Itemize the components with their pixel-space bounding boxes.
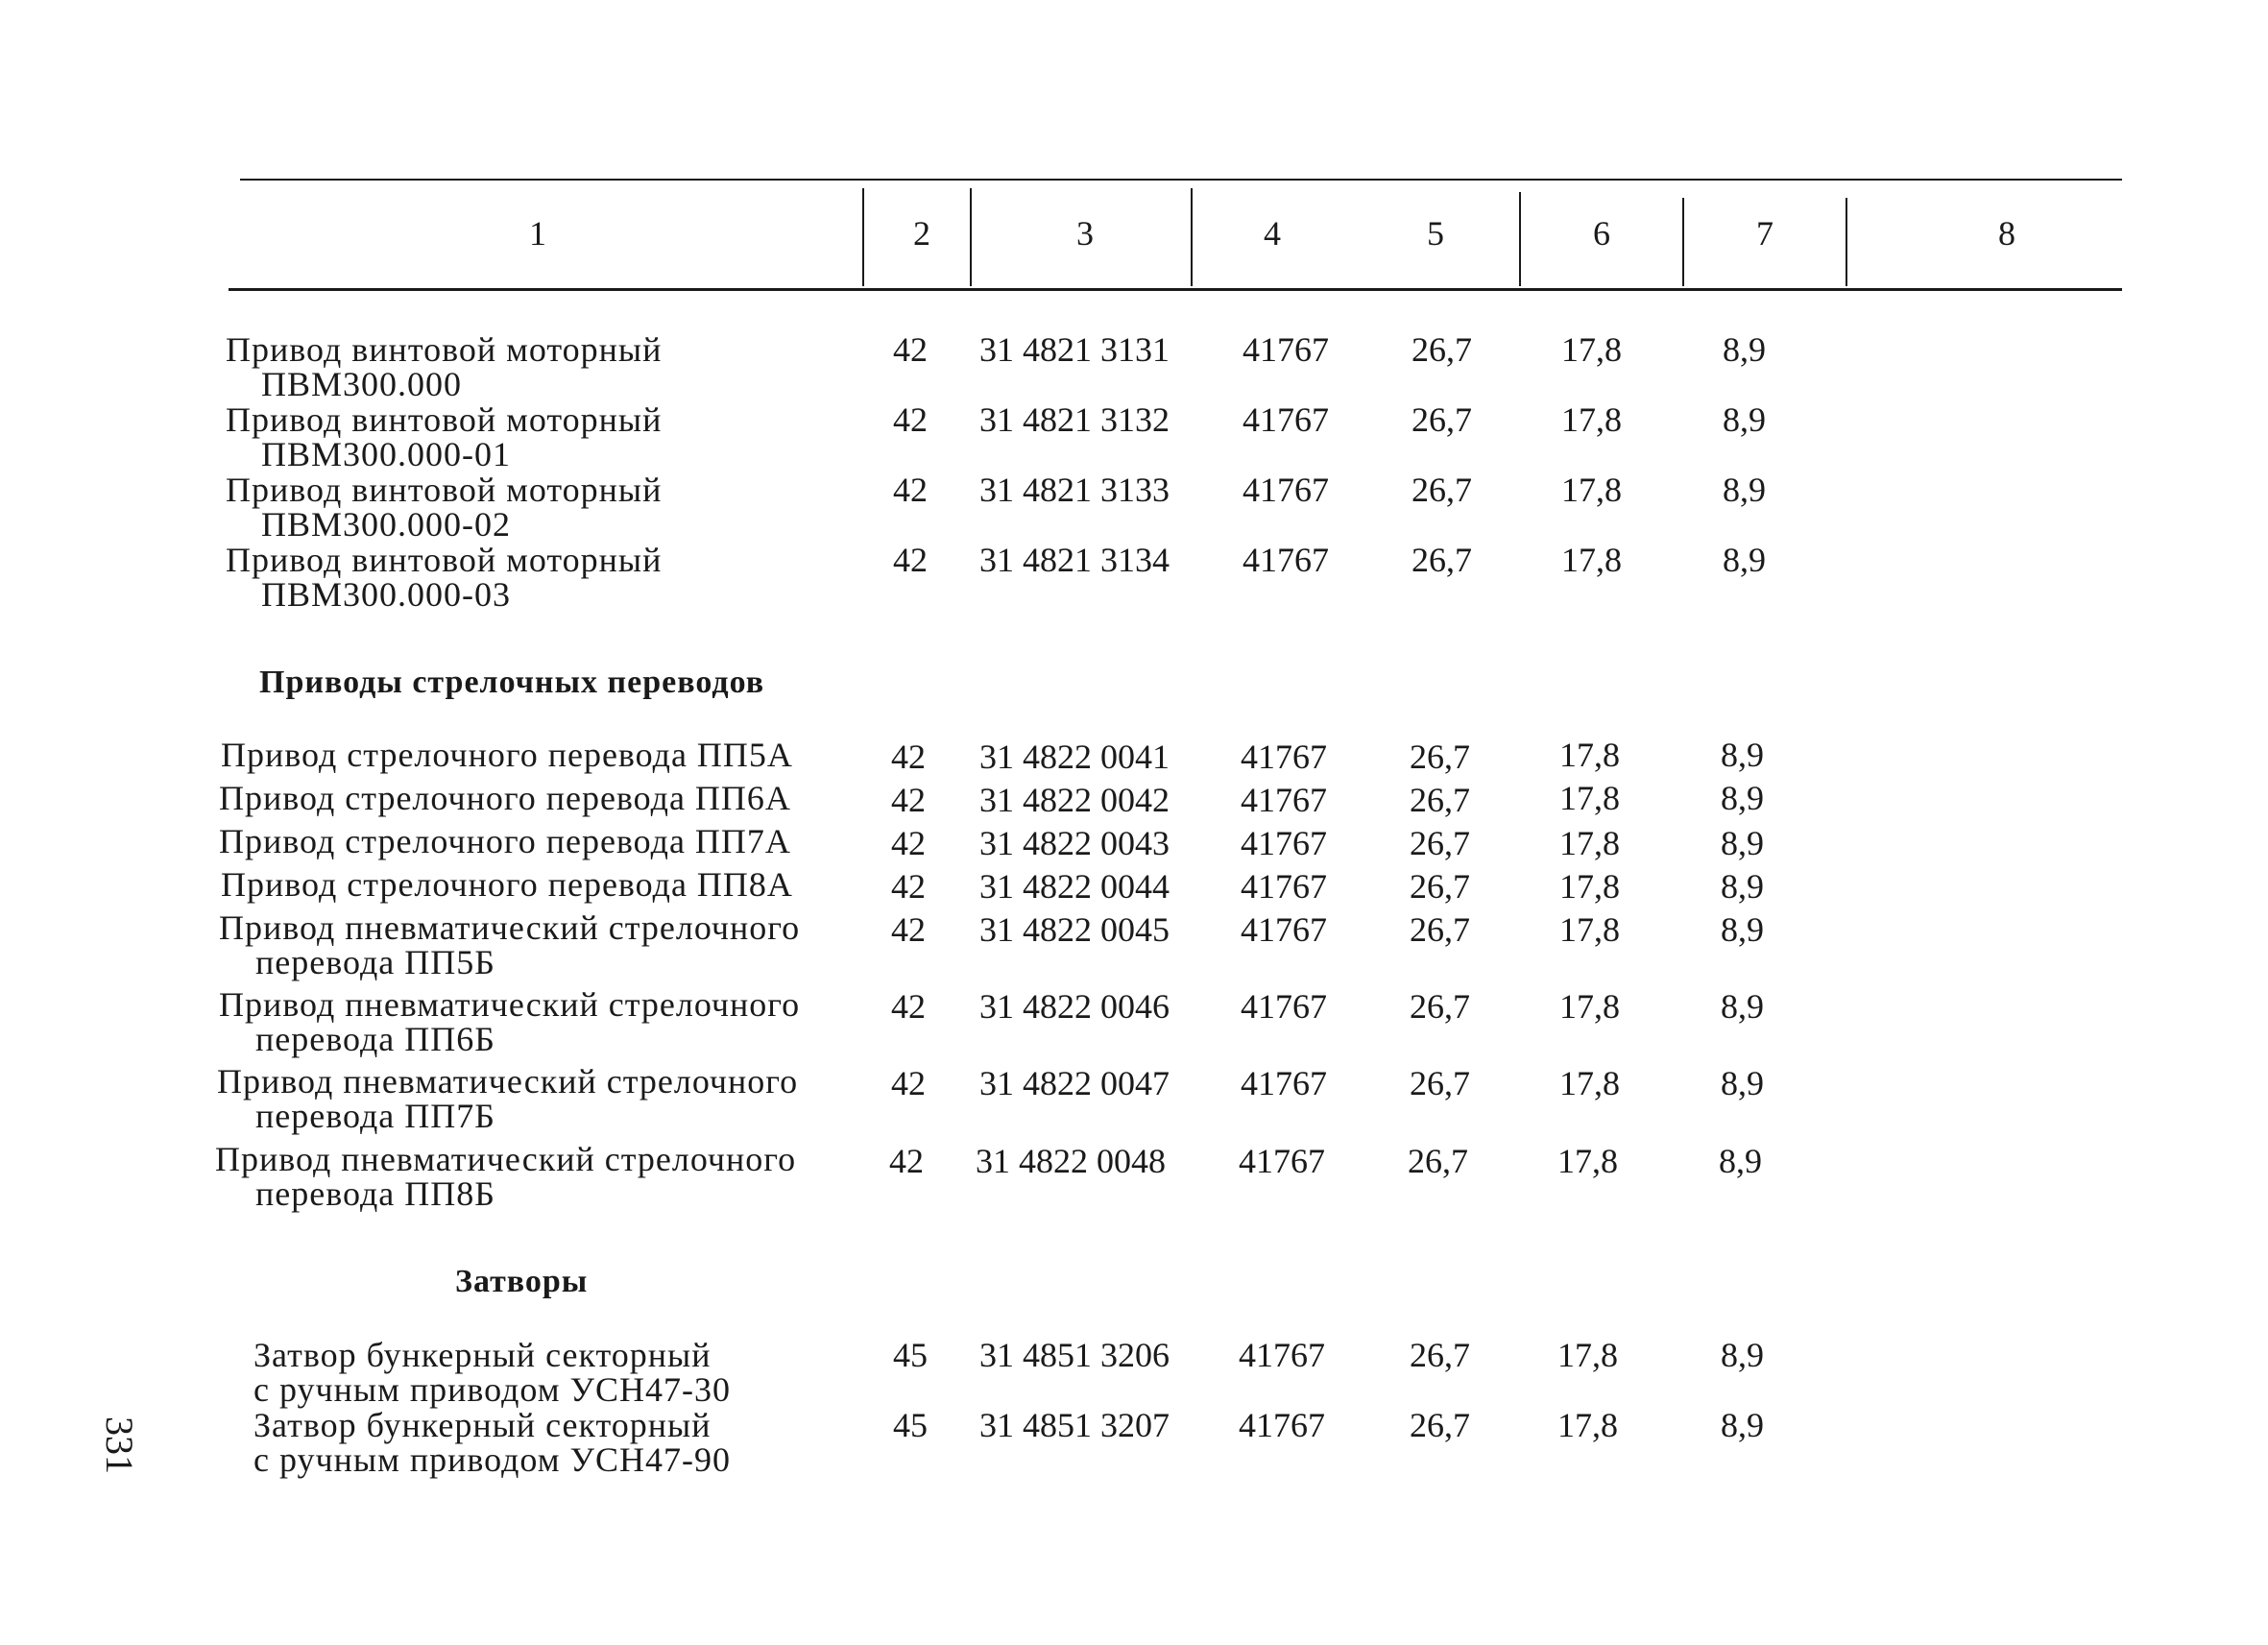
row-name: Привод стрелочного перевода ПП7А bbox=[219, 822, 791, 860]
row-name: Привод винтовой моторный bbox=[226, 471, 663, 509]
cell-col-5: 26,7 bbox=[1410, 781, 1470, 819]
cell-col-6: 17,8 bbox=[1559, 867, 1620, 906]
row-name-line2: ПВМ300.000-01 bbox=[261, 435, 512, 473]
cell-col-2: 42 bbox=[889, 1142, 924, 1180]
header-separator bbox=[1191, 188, 1193, 286]
cell-col-4: 41767 bbox=[1241, 738, 1327, 776]
cell-col-3: 31 4851 3207 bbox=[979, 1406, 1170, 1444]
cell-col-5: 26,7 bbox=[1410, 1406, 1470, 1444]
row-name-line2: перевода ПП5Б bbox=[255, 943, 495, 981]
row-name-line2: с ручным приводом УСН47-30 bbox=[253, 1370, 731, 1409]
cell-col-3: 31 4821 3134 bbox=[979, 541, 1170, 579]
header-col-3: 3 bbox=[1076, 214, 1094, 253]
cell-col-7: 8,9 bbox=[1723, 541, 1766, 579]
page-number: 331 bbox=[98, 1416, 141, 1474]
cell-col-7: 8,9 bbox=[1723, 471, 1766, 509]
cell-col-3: 31 4851 3206 bbox=[979, 1336, 1170, 1374]
cell-col-7: 8,9 bbox=[1721, 867, 1764, 906]
cell-col-2: 42 bbox=[893, 400, 928, 439]
row-name: Привод стрелочного перевода ПП6А bbox=[219, 779, 791, 817]
header-separator bbox=[1519, 192, 1521, 286]
cell-col-4: 41767 bbox=[1243, 541, 1329, 579]
cell-col-6: 17,8 bbox=[1557, 1406, 1618, 1444]
row-name-line2: ПВМ300.000-03 bbox=[261, 575, 512, 614]
cell-col-6: 17,8 bbox=[1561, 330, 1622, 369]
header-separator bbox=[1846, 198, 1847, 286]
cell-col-2: 42 bbox=[891, 824, 926, 862]
row-name: Затвор бункерный секторный bbox=[253, 1406, 712, 1444]
cell-col-7: 8,9 bbox=[1721, 824, 1764, 862]
cell-col-5: 26,7 bbox=[1410, 738, 1470, 776]
cell-col-6: 17,8 bbox=[1559, 779, 1620, 817]
cell-col-7: 8,9 bbox=[1721, 736, 1764, 774]
cell-col-5: 26,7 bbox=[1410, 987, 1470, 1026]
cell-col-4: 41767 bbox=[1241, 987, 1327, 1026]
cell-col-5: 26,7 bbox=[1410, 1064, 1470, 1102]
row-name: Привод пневматический стрелочного bbox=[215, 1140, 797, 1178]
cell-col-7: 8,9 bbox=[1721, 910, 1764, 949]
row-name: Привод пневматический стрелочного bbox=[217, 1062, 799, 1101]
row-name-line2: ПВМ300.000 bbox=[261, 365, 463, 403]
cell-col-3: 31 4822 0047 bbox=[979, 1064, 1170, 1102]
cell-col-2: 42 bbox=[891, 781, 926, 819]
cell-col-7: 8,9 bbox=[1723, 330, 1766, 369]
cell-col-6: 17,8 bbox=[1559, 824, 1620, 862]
cell-col-4: 41767 bbox=[1241, 781, 1327, 819]
section-title: Затворы bbox=[455, 1264, 589, 1299]
header-col-5: 5 bbox=[1427, 214, 1444, 253]
cell-col-6: 17,8 bbox=[1559, 1064, 1620, 1102]
cell-col-4: 41767 bbox=[1243, 330, 1329, 369]
row-name: Затвор бункерный секторный bbox=[253, 1336, 712, 1374]
cell-col-4: 41767 bbox=[1239, 1142, 1325, 1180]
cell-col-2: 45 bbox=[893, 1336, 928, 1374]
cell-col-7: 8,9 bbox=[1721, 1336, 1764, 1374]
cell-col-3: 31 4821 3131 bbox=[979, 330, 1170, 369]
cell-col-3: 31 4821 3132 bbox=[979, 400, 1170, 439]
cell-col-3: 31 4822 0045 bbox=[979, 910, 1170, 949]
cell-col-7: 8,9 bbox=[1719, 1142, 1762, 1180]
cell-col-3: 31 4822 0048 bbox=[976, 1142, 1166, 1180]
row-name: Привод стрелочного перевода ПП8А bbox=[221, 865, 793, 904]
cell-col-3: 31 4821 3133 bbox=[979, 471, 1170, 509]
cell-col-2: 42 bbox=[891, 1064, 926, 1102]
cell-col-2: 42 bbox=[891, 987, 926, 1026]
cell-col-2: 42 bbox=[893, 541, 928, 579]
header-col-6: 6 bbox=[1593, 214, 1610, 253]
cell-col-7: 8,9 bbox=[1721, 1406, 1764, 1444]
cell-col-2: 42 bbox=[891, 910, 926, 949]
cell-col-2: 42 bbox=[893, 330, 928, 369]
header-separator bbox=[862, 188, 864, 286]
cell-col-5: 26,7 bbox=[1411, 330, 1472, 369]
cell-col-6: 17,8 bbox=[1561, 400, 1622, 439]
cell-col-6: 17,8 bbox=[1559, 987, 1620, 1026]
header-col-2: 2 bbox=[913, 214, 930, 253]
cell-col-5: 26,7 bbox=[1408, 1142, 1468, 1180]
cell-col-2: 42 bbox=[891, 738, 926, 776]
cell-col-3: 31 4822 0044 bbox=[979, 867, 1170, 906]
row-name-line2: с ручным приводом УСН47-90 bbox=[253, 1440, 731, 1479]
row-name-line2: ПВМ300.000-02 bbox=[261, 505, 512, 544]
cell-col-6: 17,8 bbox=[1557, 1336, 1618, 1374]
cell-col-2: 45 bbox=[893, 1406, 928, 1444]
cell-col-3: 31 4822 0042 bbox=[979, 781, 1170, 819]
cell-col-5: 26,7 bbox=[1411, 541, 1472, 579]
row-name-line2: перевода ПП6Б bbox=[255, 1020, 495, 1058]
cell-col-4: 41767 bbox=[1243, 400, 1329, 439]
cell-col-4: 41767 bbox=[1241, 1064, 1327, 1102]
cell-col-5: 26,7 bbox=[1410, 910, 1470, 949]
cell-col-6: 17,8 bbox=[1559, 910, 1620, 949]
header-col-8: 8 bbox=[1998, 214, 2015, 253]
header-bottom-rule bbox=[229, 288, 2122, 291]
cell-col-4: 41767 bbox=[1239, 1406, 1325, 1444]
row-name-line2: перевода ПП8Б bbox=[255, 1174, 495, 1213]
cell-col-4: 41767 bbox=[1241, 867, 1327, 906]
cell-col-6: 17,8 bbox=[1559, 736, 1620, 774]
header-col-1: 1 bbox=[529, 214, 546, 253]
cell-col-5: 26,7 bbox=[1410, 824, 1470, 862]
row-name: Привод винтовой моторный bbox=[226, 541, 663, 579]
row-name-line2: перевода ПП7Б bbox=[255, 1097, 495, 1135]
header-separator bbox=[1682, 198, 1684, 286]
cell-col-5: 26,7 bbox=[1410, 867, 1470, 906]
row-name: Привод винтовой моторный bbox=[226, 330, 663, 369]
row-name: Привод пневматический стрелочного bbox=[219, 908, 801, 947]
cell-col-4: 41767 bbox=[1239, 1336, 1325, 1374]
cell-col-4: 41767 bbox=[1241, 824, 1327, 862]
cell-col-2: 42 bbox=[893, 471, 928, 509]
cell-col-6: 17,8 bbox=[1561, 471, 1622, 509]
header-separator bbox=[970, 188, 972, 286]
cell-col-5: 26,7 bbox=[1410, 1336, 1470, 1374]
header-col-7: 7 bbox=[1756, 214, 1773, 253]
cell-col-7: 8,9 bbox=[1723, 400, 1766, 439]
cell-col-7: 8,9 bbox=[1721, 1064, 1764, 1102]
header-top-rule bbox=[240, 179, 2122, 181]
header-col-4: 4 bbox=[1264, 214, 1281, 253]
row-name: Привод пневматический стрелочного bbox=[219, 985, 801, 1024]
cell-col-4: 41767 bbox=[1243, 471, 1329, 509]
cell-col-4: 41767 bbox=[1241, 910, 1327, 949]
section-title: Приводы стрелочных переводов bbox=[259, 665, 765, 700]
cell-col-7: 8,9 bbox=[1721, 779, 1764, 817]
row-name: Привод винтовой моторный bbox=[226, 400, 663, 439]
cell-col-5: 26,7 bbox=[1411, 400, 1472, 439]
row-name: Привод стрелочного перевода ПП5А bbox=[221, 736, 793, 774]
cell-col-3: 31 4822 0046 bbox=[979, 987, 1170, 1026]
cell-col-6: 17,8 bbox=[1561, 541, 1622, 579]
cell-col-6: 17,8 bbox=[1557, 1142, 1618, 1180]
cell-col-3: 31 4822 0043 bbox=[979, 824, 1170, 862]
cell-col-3: 31 4822 0041 bbox=[979, 738, 1170, 776]
cell-col-7: 8,9 bbox=[1721, 987, 1764, 1026]
cell-col-2: 42 bbox=[891, 867, 926, 906]
cell-col-5: 26,7 bbox=[1411, 471, 1472, 509]
